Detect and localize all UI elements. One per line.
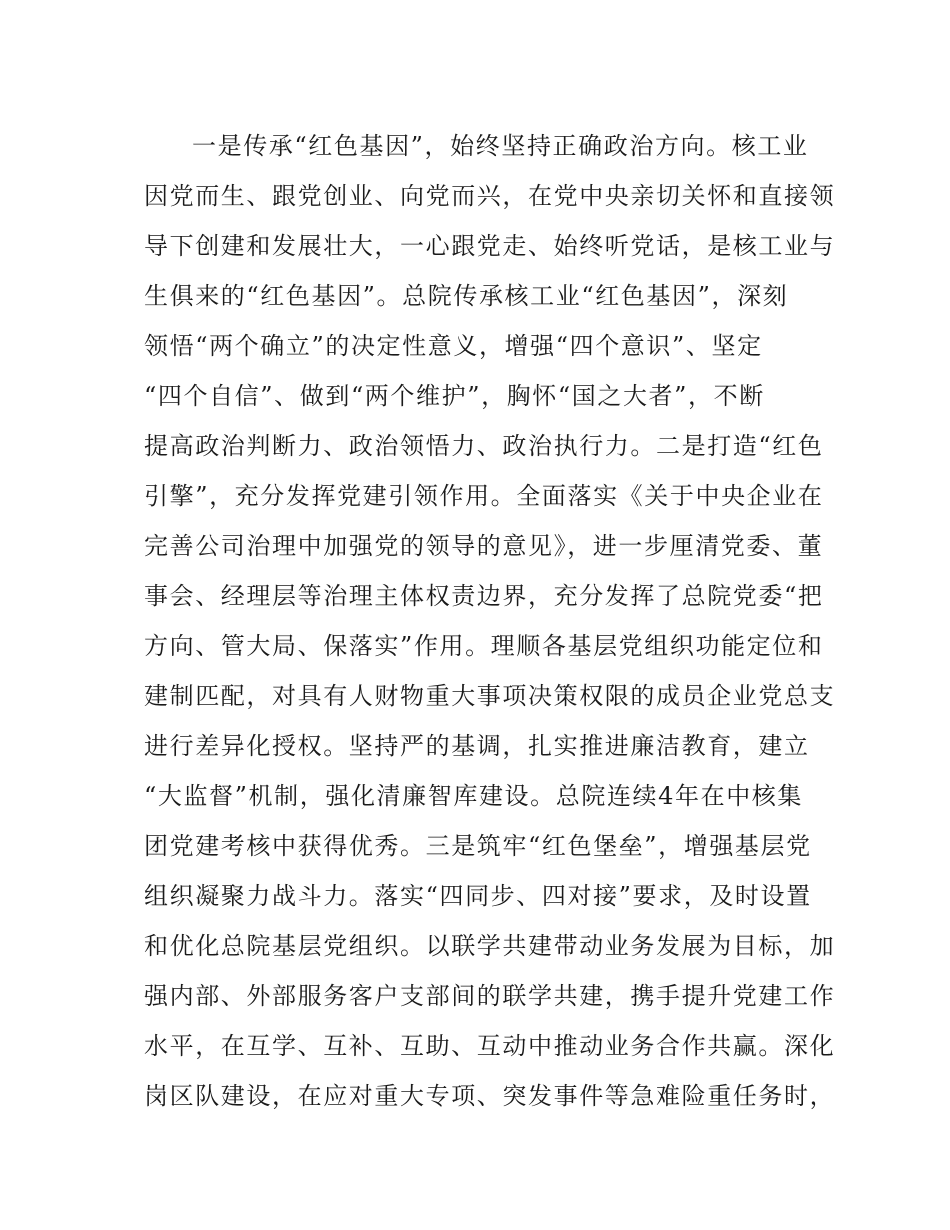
text-line-19: 水平，在互学、互补、互助、互动中推动业务合作共赢。深化 [144, 1032, 836, 1060]
text-line-13: 进行差异化授权。坚持严的基调，扎实推进廉洁教育，建立 [144, 732, 810, 760]
text-line-20: 岗区队建设，在应对重大专项、突发事件等急难险重任务时， [144, 1082, 836, 1110]
text-line-11: 方向、管大局、保落实”作用。理顺各基层党组织功能定位和 [144, 632, 824, 660]
text-line-2: 因党而生、跟党创业、向党而兴，在党中央亲切关怀和直接领 [144, 182, 836, 210]
text-line-6: “四个自信”、做到“两个维护”，胸怀“国之大者”，不断 [144, 382, 765, 410]
text-line-9: 完善公司治理中加强党的领导的意见》，进一步厘清党委、董 [144, 532, 824, 560]
text-line-12: 建制匹配，对具有人财物重大事项决策权限的成员企业党总支 [144, 682, 836, 710]
text-line-3: 导下创建和发展壮大，一心跟党走、始终听党话，是核工业与 [144, 232, 836, 260]
text-line-17: 和优化总院基层党组织。以联学共建带动业务发展为目标，加 [144, 932, 836, 960]
text-line-10: 事会、经理层等治理主体权责边界，充分发挥了总院党委“把 [144, 582, 824, 610]
text-line-14: “大监督”机制，强化清廉智库建设。总院连续4年在中核集 [144, 782, 804, 810]
text-line-1: 一是传承“红色基因”，始终坚持正确政治方向。核工业 [192, 132, 809, 160]
text-line-4: 生俱来的“红色基因”。总院传承核工业“红色基因”，深刻 [144, 282, 789, 310]
text-line-16: 组织凝聚力战斗力。落实“四同步、四对接”要求，及时设置 [144, 882, 812, 910]
text-line-7: 提高政治判断力、政治领悟力、政治执行力。二是打造“红色 [144, 432, 824, 460]
body-text [144, 121, 836, 1121]
text-line-18: 强内部、外部服务客户支部间的联学共建，携手提升党建工作 [144, 982, 836, 1010]
text-line-5: 领悟“两个确立”的决定性意义，增强“四个意识”、坚定 [144, 332, 763, 360]
text-line-15: 团党建考核中获得优秀。三是筑牢“红色堡垒”，增强基层党 [144, 832, 812, 860]
text-line-8: 引擎”，充分发挥党建引领作用。全面落实《关于中央企业在 [144, 482, 824, 510]
